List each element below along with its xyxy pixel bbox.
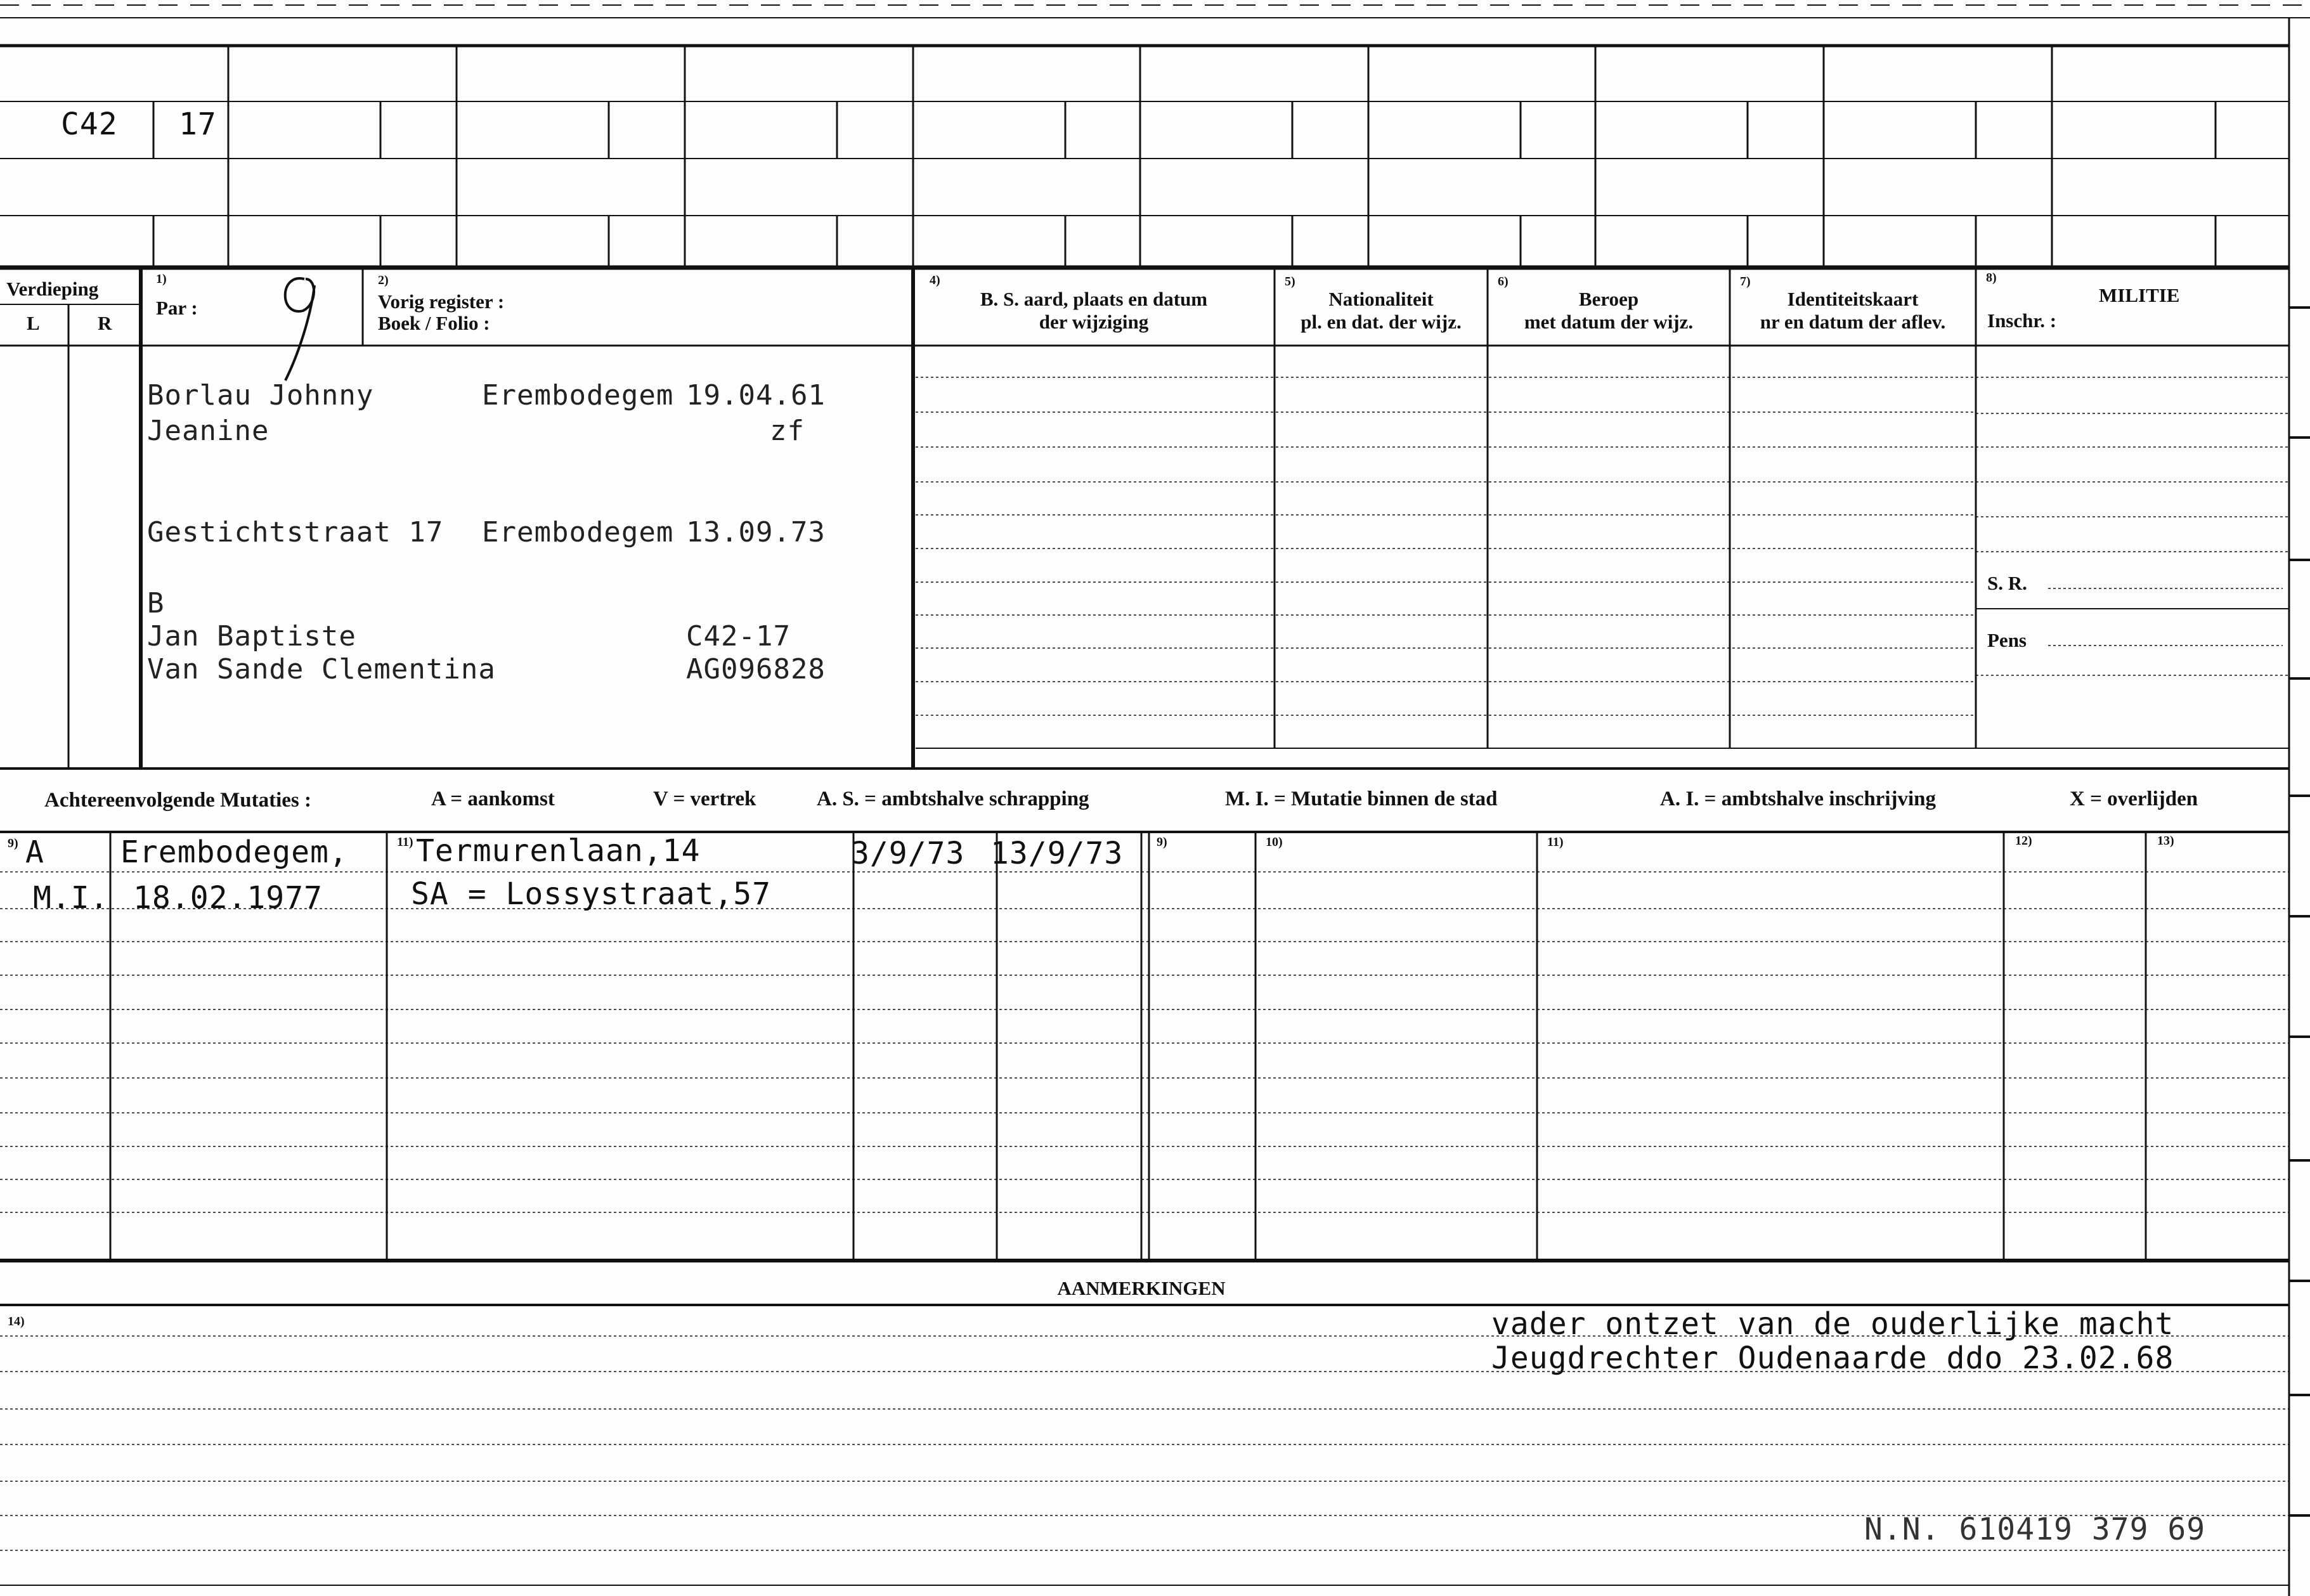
mutation-street-number: 11) bbox=[397, 835, 413, 849]
person-status-letter: B bbox=[147, 587, 165, 620]
mutation-place-date: 18.02.1977 bbox=[133, 880, 323, 916]
person-father: Jan Baptiste bbox=[147, 620, 356, 652]
floor-label: Verdieping bbox=[6, 278, 99, 300]
person-mother-ref: AG096828 bbox=[686, 653, 826, 685]
remarks-title: AANMERKINGEN bbox=[1057, 1277, 1226, 1299]
col1-label: Par : bbox=[156, 297, 198, 319]
mutation-date2: 13/9/73 bbox=[990, 836, 1124, 871]
mutation-col9-number: 9) bbox=[8, 836, 18, 850]
person-address: Gestichtstraat 17 bbox=[147, 516, 444, 548]
col6-line1: Beroep bbox=[1578, 288, 1639, 310]
col5-line1: Nationaliteit bbox=[1328, 288, 1434, 310]
mutation-date1: 3/9/73 bbox=[851, 836, 965, 871]
person-address-place: Erembodegem bbox=[482, 516, 674, 548]
floor-right-label: R bbox=[98, 312, 112, 334]
col4-number: 4) bbox=[930, 273, 940, 287]
col8-title: MILITIE bbox=[2099, 284, 2180, 306]
floor-left-label: L bbox=[27, 312, 40, 334]
mutation-col11b: 11) bbox=[1547, 835, 1564, 849]
mutations-legend-x: X = overlijden bbox=[2070, 788, 2198, 810]
mutation-code-2: M.I. bbox=[33, 880, 109, 916]
card-block-code: C42 bbox=[61, 107, 118, 142]
col8-inschr: Inschr. : bbox=[1987, 309, 2057, 332]
person-spouse-code: zf bbox=[770, 415, 805, 447]
col4-line2: der wijziging bbox=[1039, 311, 1149, 333]
mutation-place: Erembodegem, bbox=[120, 834, 348, 870]
person-spouse: Jeanine bbox=[147, 415, 269, 447]
mutations-legend-mi: M. I. = Mutatie binnen de stad bbox=[1225, 788, 1498, 810]
remarks-line-2: Jeugdrechter Oudenaarde ddo 23.02.68 bbox=[1491, 1340, 2174, 1376]
mutation-col13b: 13) bbox=[2157, 834, 2174, 848]
mutation-street: Termurenlaan,14 bbox=[416, 833, 701, 869]
person-name: Borlau Johnny bbox=[147, 379, 374, 412]
mutations-legend-title: Achtereenvolgende Mutaties : bbox=[44, 789, 311, 812]
col5-number: 5) bbox=[1285, 275, 1295, 289]
col2-number: 2) bbox=[378, 273, 389, 287]
mutation-col12b: 12) bbox=[2015, 834, 2032, 848]
mutation-street-2: SA = Lossystraat,57 bbox=[411, 876, 772, 912]
col6-line2: met datum der wijz. bbox=[1524, 311, 1694, 333]
col8-pens: Pens bbox=[1987, 629, 2027, 651]
mutations-legend-v: V = vertrek bbox=[653, 788, 756, 810]
col6-number: 6) bbox=[1498, 275, 1509, 289]
col7-number: 7) bbox=[1740, 275, 1751, 289]
col2-line2: Boek / Folio : bbox=[378, 312, 490, 334]
person-mother: Van Sande Clementina bbox=[147, 653, 496, 685]
remarks-number: 14) bbox=[8, 1314, 25, 1328]
remarks-line-1: vader ontzet van de ouderlijke macht bbox=[1491, 1306, 2174, 1342]
col2-line1: Vorig register : bbox=[378, 290, 505, 313]
col7-line1: Identiteitskaart bbox=[1787, 288, 1919, 310]
col5-line2: pl. en dat. der wijz. bbox=[1301, 311, 1462, 333]
person-father-ref: C42-17 bbox=[686, 620, 791, 652]
mutation-col9b: 9) bbox=[1157, 835, 1167, 849]
col8-number: 8) bbox=[1986, 271, 1997, 285]
card-number: 17 bbox=[179, 107, 217, 142]
person-birth-date: 19.04.61 bbox=[686, 379, 826, 412]
person-birth-place: Erembodegem bbox=[482, 379, 674, 412]
mutations-legend-a: A = aankomst bbox=[431, 788, 555, 810]
col8-sr: S. R. bbox=[1987, 572, 2027, 594]
col1-number: 1) bbox=[156, 272, 167, 286]
mutations-legend-ai: A. I. = ambtshalve inschrijving bbox=[1660, 788, 1937, 810]
mutation-col10b: 10) bbox=[1266, 835, 1283, 849]
national-number: N.N. 610419 379 69 bbox=[1864, 1512, 2206, 1547]
mutations-legend-as: A. S. = ambtshalve schrapping bbox=[817, 788, 1089, 810]
col4-line1: B. S. aard, plaats en datum bbox=[980, 288, 1208, 310]
col7-line2: nr en datum der aflev. bbox=[1760, 311, 1946, 333]
person-address-date: 13.09.73 bbox=[686, 516, 826, 548]
mutation-code: A bbox=[25, 834, 44, 870]
